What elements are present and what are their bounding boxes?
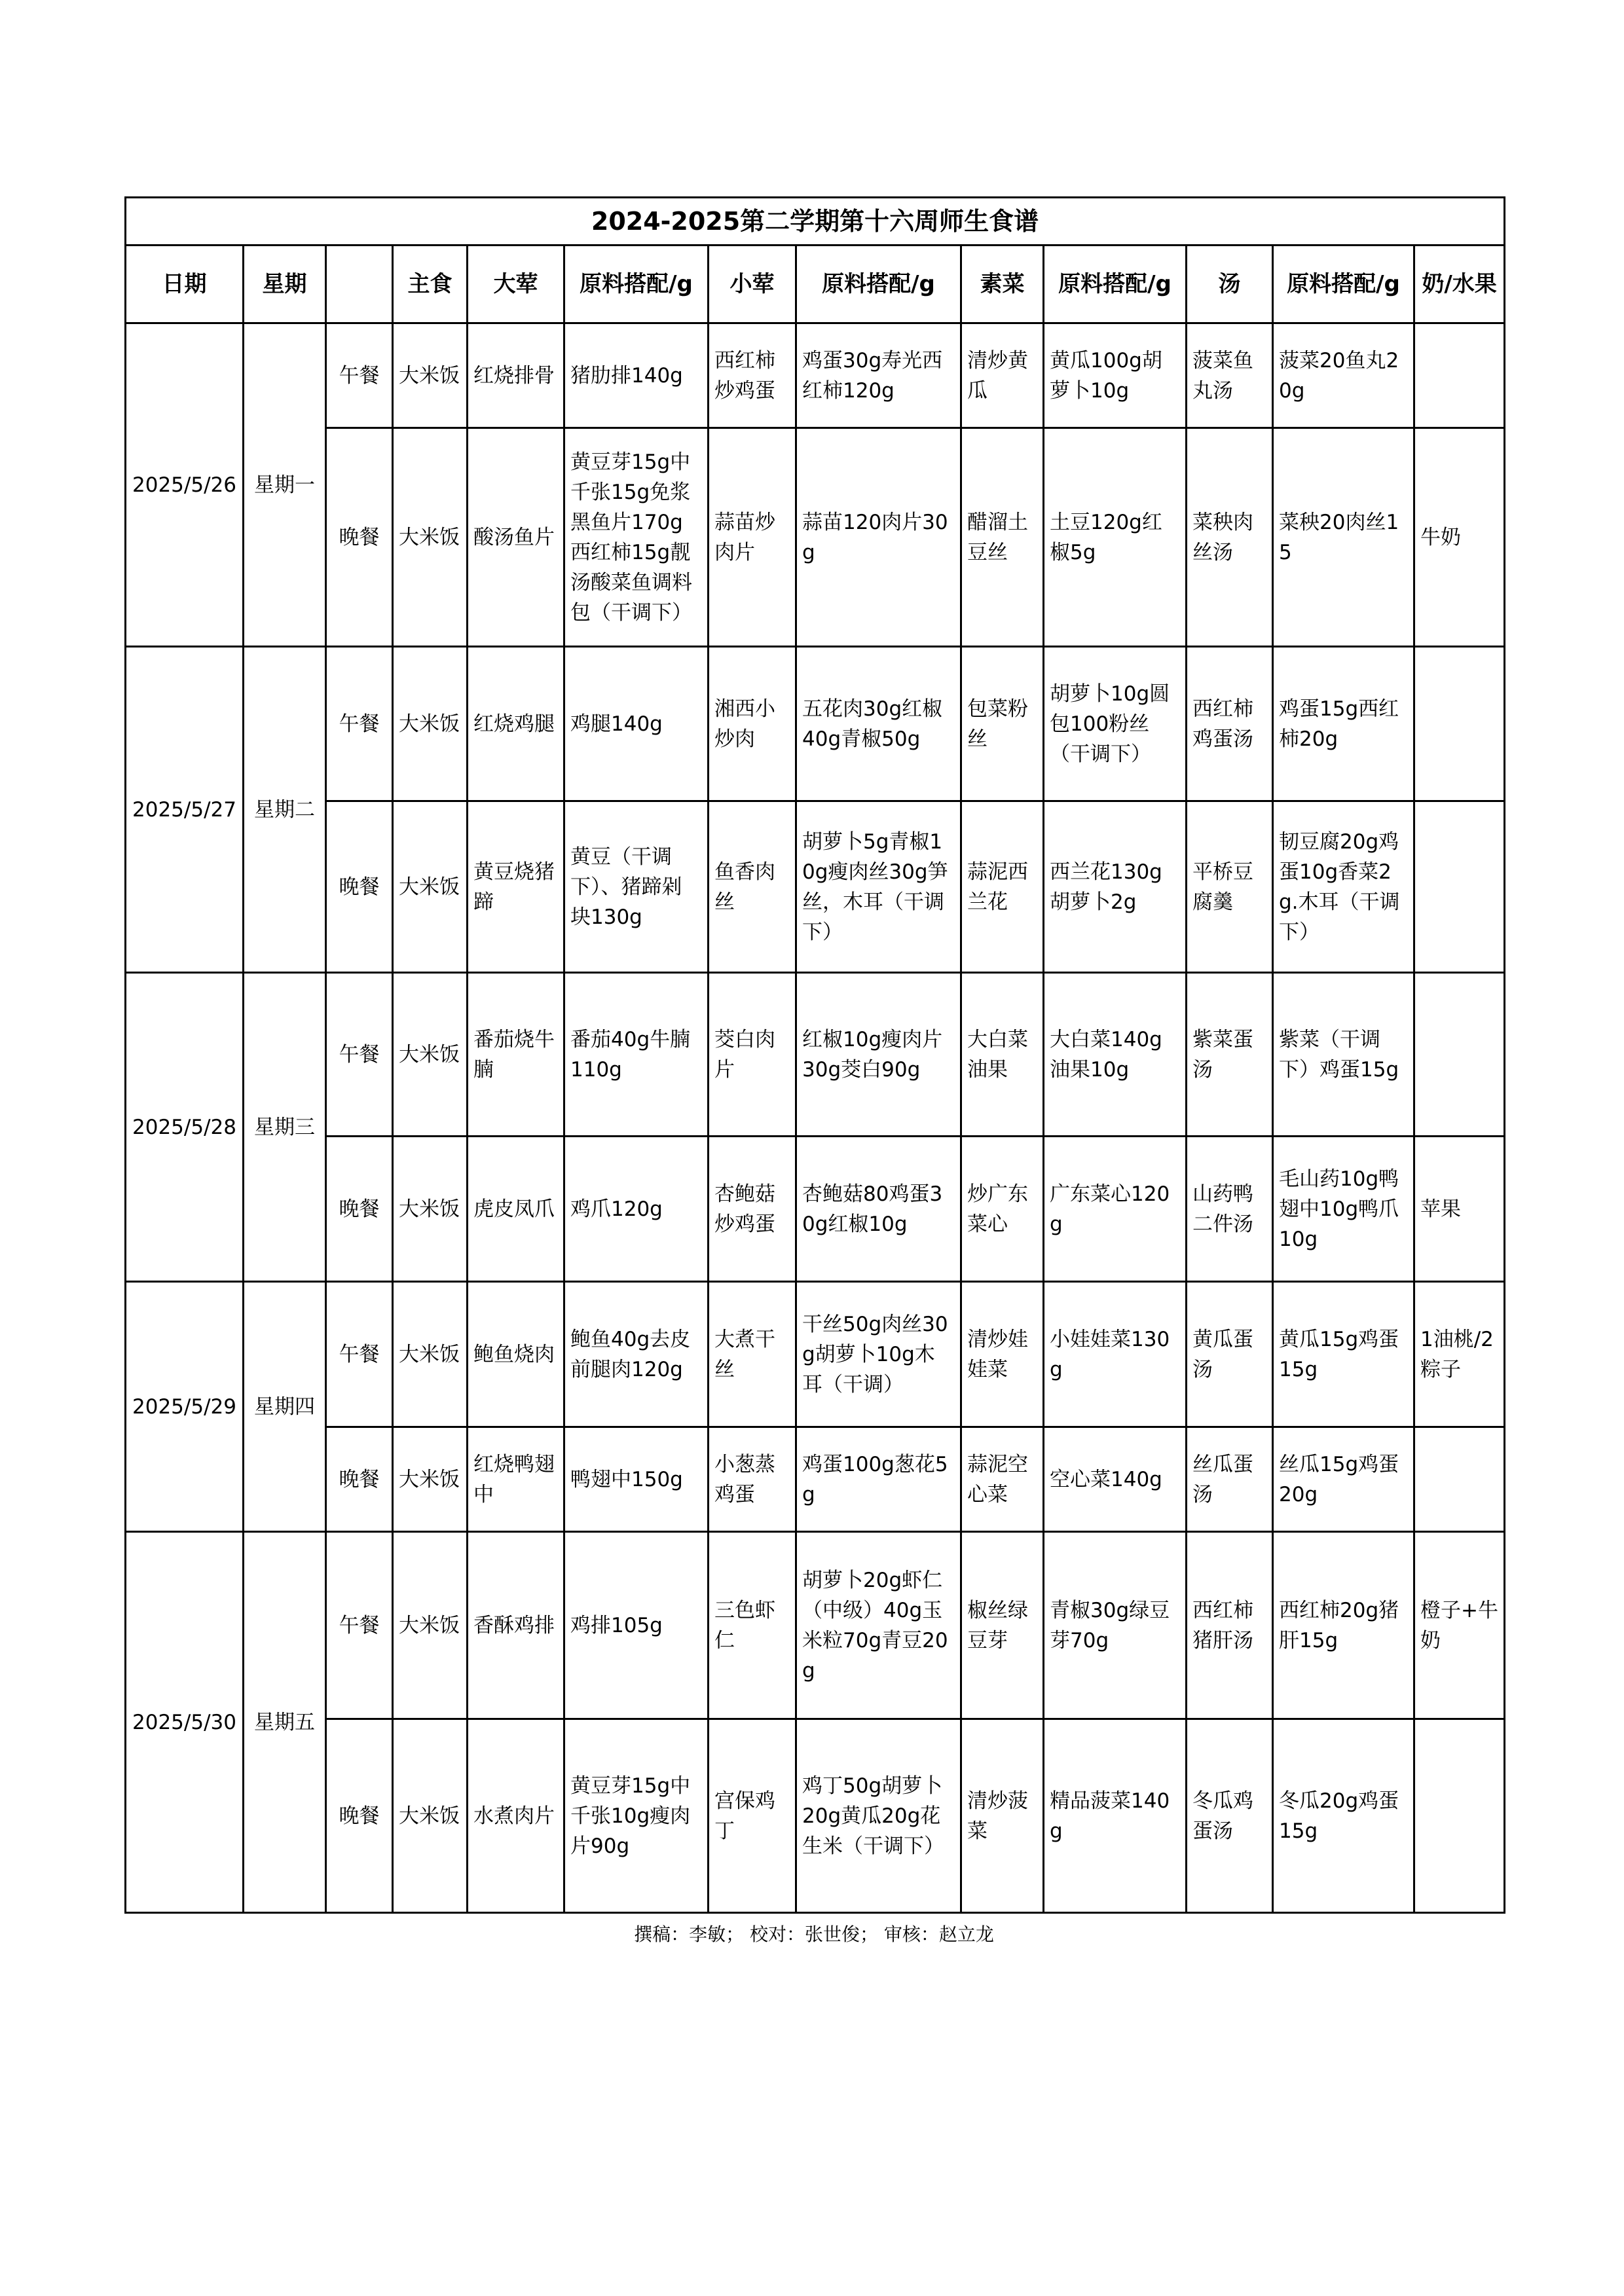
side-dish-cell: 茭白肉片 xyxy=(709,973,796,1137)
vegetable-ingredients-cell: 西兰花130g胡萝卜2g xyxy=(1044,801,1187,973)
staple-cell: 大米饭 xyxy=(393,647,468,801)
milk-fruit-cell: 橙子+牛奶 xyxy=(1414,1532,1505,1719)
header-side-dish: 小荤 xyxy=(709,246,796,323)
vegetable-dish-cell: 醋溜土豆丝 xyxy=(961,428,1044,647)
side-ingredients-cell: 红椒10g瘦肉片30g茭白90g xyxy=(796,973,961,1137)
staple-cell: 大米饭 xyxy=(393,1137,468,1282)
soup-cell: 紫菜蛋汤 xyxy=(1187,973,1273,1137)
staple-cell: 大米饭 xyxy=(393,801,468,973)
meal-row xyxy=(126,1719,1505,1913)
weekday-cell: 星期四 xyxy=(244,1282,326,1532)
soup-ingredients-cell: 黄瓜15g鸡蛋15g xyxy=(1273,1282,1414,1427)
side-ingredients-cell: 鸡丁50g胡萝卜20g黄瓜20g花生米（干调下） xyxy=(796,1719,961,1913)
vegetable-ingredients-cell: 胡萝卜10g圆包100粉丝（干调下） xyxy=(1044,647,1187,801)
milk-fruit-cell: 牛奶 xyxy=(1414,428,1505,647)
main-ingredients-cell: 黄豆芽15g中千张10g瘦肉片90g xyxy=(564,1719,709,1913)
soup-cell: 菠菜鱼丸汤 xyxy=(1187,323,1273,428)
vegetable-dish-cell: 清炒娃娃菜 xyxy=(961,1282,1044,1427)
vegetable-dish-cell: 包菜粉丝 xyxy=(961,647,1044,801)
date-cell: 2025/5/27 xyxy=(126,647,244,973)
side-ingredients-cell: 鸡蛋30g寿光西红柿120g xyxy=(796,323,961,428)
soup-cell: 黄瓜蛋汤 xyxy=(1187,1282,1273,1427)
side-dish-cell: 大煮干丝 xyxy=(709,1282,796,1427)
meal-label: 午餐 xyxy=(326,1532,393,1719)
weekday-cell: 星期五 xyxy=(244,1532,326,1913)
meal-label: 晚餐 xyxy=(326,1427,393,1532)
main-ingredients-cell: 黄豆芽15g中千张15g免浆黑鱼片170g西红柿15g靓汤酸菜鱼调料包（干调下） xyxy=(564,428,709,647)
header-soup-ingredients: 原料搭配/g xyxy=(1273,246,1414,323)
side-ingredients-cell: 胡萝卜5g青椒10g瘦肉丝30g笋丝，木耳（干调下） xyxy=(796,801,961,973)
side-dish-cell: 三色虾仁 xyxy=(709,1532,796,1719)
soup-ingredients-cell: 鸡蛋15g西红柿20g xyxy=(1273,647,1414,801)
milk-fruit-cell xyxy=(1414,647,1505,801)
staple-cell: 大米饭 xyxy=(393,1427,468,1532)
soup-ingredients-cell: 西红柿20g猪肝15g xyxy=(1273,1532,1414,1719)
meal-row xyxy=(126,428,1505,647)
side-dish-cell: 湘西小炒肉 xyxy=(709,647,796,801)
main-ingredients-cell: 鸡腿140g xyxy=(564,647,709,801)
vegetable-dish-cell: 清炒菠菜 xyxy=(961,1719,1044,1913)
meal-row xyxy=(126,1282,1505,1427)
staple-cell: 大米饭 xyxy=(393,1719,468,1913)
header-soup: 汤 xyxy=(1187,246,1273,323)
main-dish-cell: 黄豆烧猪蹄 xyxy=(468,801,564,973)
soup-ingredients-cell: 菜秧20肉丝15 xyxy=(1273,428,1414,647)
meal-label: 晚餐 xyxy=(326,801,393,973)
vegetable-ingredients-cell: 广东菜心120g xyxy=(1044,1137,1187,1282)
header-row xyxy=(126,246,1505,323)
vegetable-ingredients-cell: 大白菜140g油果10g xyxy=(1044,973,1187,1137)
main-ingredients-cell: 番茄40g牛腩110g xyxy=(564,973,709,1137)
milk-fruit-cell xyxy=(1414,973,1505,1137)
soup-cell: 冬瓜鸡蛋汤 xyxy=(1187,1719,1273,1913)
vegetable-dish-cell: 炒广东菜心 xyxy=(961,1137,1044,1282)
vegetable-dish-cell: 椒丝绿豆芽 xyxy=(961,1532,1044,1719)
milk-fruit-cell xyxy=(1414,801,1505,973)
side-ingredients-cell: 五花肉30g红椒40g青椒50g xyxy=(796,647,961,801)
meal-label: 午餐 xyxy=(326,647,393,801)
side-ingredients-cell: 杏鲍菇80鸡蛋30g红椒10g xyxy=(796,1137,961,1282)
date-cell: 2025/5/26 xyxy=(126,323,244,647)
side-ingredients-cell: 蒜苗120肉片30g xyxy=(796,428,961,647)
vegetable-ingredients-cell: 精品菠菜140g xyxy=(1044,1719,1187,1913)
title-row xyxy=(126,198,1505,246)
date-cell: 2025/5/28 xyxy=(126,973,244,1282)
soup-ingredients-cell: 菠菜20鱼丸20g xyxy=(1273,323,1414,428)
soup-cell: 平桥豆腐羹 xyxy=(1187,801,1273,973)
side-dish-cell: 西红柿炒鸡蛋 xyxy=(709,323,796,428)
vegetable-ingredients-cell: 青椒30g绿豆芽70g xyxy=(1044,1532,1187,1719)
vegetable-dish-cell: 清炒黄瓜 xyxy=(961,323,1044,428)
weekday-cell: 星期三 xyxy=(244,973,326,1282)
soup-cell: 菜秧肉丝汤 xyxy=(1187,428,1273,647)
soup-cell: 山药鸭二件汤 xyxy=(1187,1137,1273,1282)
soup-cell: 西红柿猪肝汤 xyxy=(1187,1532,1273,1719)
side-ingredients-cell: 胡萝卜20g虾仁（中级）40g玉米粒70g青豆20g xyxy=(796,1532,961,1719)
soup-ingredients-cell: 紫菜（干调下）鸡蛋15g xyxy=(1273,973,1414,1137)
meal-row xyxy=(126,1427,1505,1532)
meal-label: 午餐 xyxy=(326,973,393,1137)
vegetable-ingredients-cell: 黄瓜100g胡萝卜10g xyxy=(1044,323,1187,428)
soup-ingredients-cell: 丝瓜15g鸡蛋20g xyxy=(1273,1427,1414,1532)
main-ingredients-cell: 鸡爪120g xyxy=(564,1137,709,1282)
header-meal xyxy=(326,246,393,323)
staple-cell: 大米饭 xyxy=(393,1532,468,1719)
header-vegetable-dish: 素菜 xyxy=(961,246,1044,323)
side-dish-cell: 杏鲍菇炒鸡蛋 xyxy=(709,1137,796,1282)
soup-ingredients-cell: 韧豆腐20g鸡蛋10g香菜2g.木耳（干调下） xyxy=(1273,801,1414,973)
header-milk-fruit: 奶/水果 xyxy=(1414,246,1505,323)
vegetable-dish-cell: 蒜泥西兰花 xyxy=(961,801,1044,973)
header-main-dish: 大荤 xyxy=(468,246,564,323)
side-ingredients-cell: 鸡蛋100g葱花5g xyxy=(796,1427,961,1532)
vegetable-dish-cell: 大白菜油果 xyxy=(961,973,1044,1137)
header-weekday: 星期 xyxy=(244,246,326,323)
header-date: 日期 xyxy=(126,246,244,323)
main-dish-cell: 虎皮凤爪 xyxy=(468,1137,564,1282)
main-ingredients-cell: 黄豆（干调下）、猪蹄剁块130g xyxy=(564,801,709,973)
meal-label: 午餐 xyxy=(326,1282,393,1427)
header-vegetable-ingredients: 原料搭配/g xyxy=(1044,246,1187,323)
date-cell: 2025/5/29 xyxy=(126,1282,244,1532)
meal-row xyxy=(126,801,1505,973)
milk-fruit-cell xyxy=(1414,1427,1505,1532)
milk-fruit-cell xyxy=(1414,1719,1505,1913)
main-dish-cell: 酸汤鱼片 xyxy=(468,428,564,647)
vegetable-ingredients-cell: 土豆120g红椒5g xyxy=(1044,428,1187,647)
main-dish-cell: 红烧鸡腿 xyxy=(468,647,564,801)
milk-fruit-cell: 苹果 xyxy=(1414,1137,1505,1282)
header-staple: 主食 xyxy=(393,246,468,323)
staple-cell: 大米饭 xyxy=(393,428,468,647)
main-dish-cell: 香酥鸡排 xyxy=(468,1532,564,1719)
header-side-ingredients: 原料搭配/g xyxy=(796,246,961,323)
weekday-cell: 星期一 xyxy=(244,323,326,647)
meal-row xyxy=(126,973,1505,1137)
main-dish-cell: 鲍鱼烧肉 xyxy=(468,1282,564,1427)
header-main-ingredients: 原料搭配/g xyxy=(564,246,709,323)
menu-table xyxy=(124,196,1505,1914)
main-ingredients-cell: 鲍鱼40g去皮前腿肉120g xyxy=(564,1282,709,1427)
footer-credits: 撰稿：李敏； 校对：张世俊； 审核：赵立龙 xyxy=(634,1923,994,1945)
meal-label: 午餐 xyxy=(326,323,393,428)
meal-row xyxy=(126,323,1505,428)
main-ingredients-cell: 鸡排105g xyxy=(564,1532,709,1719)
milk-fruit-cell: 1油桃/2粽子 xyxy=(1414,1282,1505,1427)
side-dish-cell: 小葱蒸鸡蛋 xyxy=(709,1427,796,1532)
date-cell: 2025/5/30 xyxy=(126,1532,244,1913)
weekday-cell: 星期二 xyxy=(244,647,326,973)
meal-label: 晚餐 xyxy=(326,1719,393,1913)
vegetable-ingredients-cell: 小娃娃菜130g xyxy=(1044,1282,1187,1427)
side-ingredients-cell: 干丝50g肉丝30g胡萝卜10g木耳（干调） xyxy=(796,1282,961,1427)
soup-ingredients-cell: 冬瓜20g鸡蛋15g xyxy=(1273,1719,1414,1913)
meal-row xyxy=(126,1137,1505,1282)
soup-cell: 丝瓜蛋汤 xyxy=(1187,1427,1273,1532)
main-dish-cell: 番茄烧牛腩 xyxy=(468,973,564,1137)
soup-ingredients-cell: 毛山药10g鸭翅中10g鸭爪10g xyxy=(1273,1137,1414,1282)
meal-row xyxy=(126,1532,1505,1719)
staple-cell: 大米饭 xyxy=(393,1282,468,1427)
meal-label: 晚餐 xyxy=(326,1137,393,1282)
menu-title: 2024-2025第二学期第十六周师生食谱 xyxy=(126,198,1505,246)
meal-row xyxy=(126,647,1505,801)
main-dish-cell: 红烧鸭翅中 xyxy=(468,1427,564,1532)
soup-cell: 西红柿鸡蛋汤 xyxy=(1187,647,1273,801)
staple-cell: 大米饭 xyxy=(393,973,468,1137)
main-dish-cell: 红烧排骨 xyxy=(468,323,564,428)
vegetable-dish-cell: 蒜泥空心菜 xyxy=(961,1427,1044,1532)
side-dish-cell: 宫保鸡丁 xyxy=(709,1719,796,1913)
side-dish-cell: 蒜苗炒肉片 xyxy=(709,428,796,647)
side-dish-cell: 鱼香肉丝 xyxy=(709,801,796,973)
main-ingredients-cell: 猪肋排140g xyxy=(564,323,709,428)
main-ingredients-cell: 鸭翅中150g xyxy=(564,1427,709,1532)
milk-fruit-cell xyxy=(1414,323,1505,428)
vegetable-ingredients-cell: 空心菜140g xyxy=(1044,1427,1187,1532)
main-dish-cell: 水煮肉片 xyxy=(468,1719,564,1913)
meal-label: 晚餐 xyxy=(326,428,393,647)
staple-cell: 大米饭 xyxy=(393,323,468,428)
